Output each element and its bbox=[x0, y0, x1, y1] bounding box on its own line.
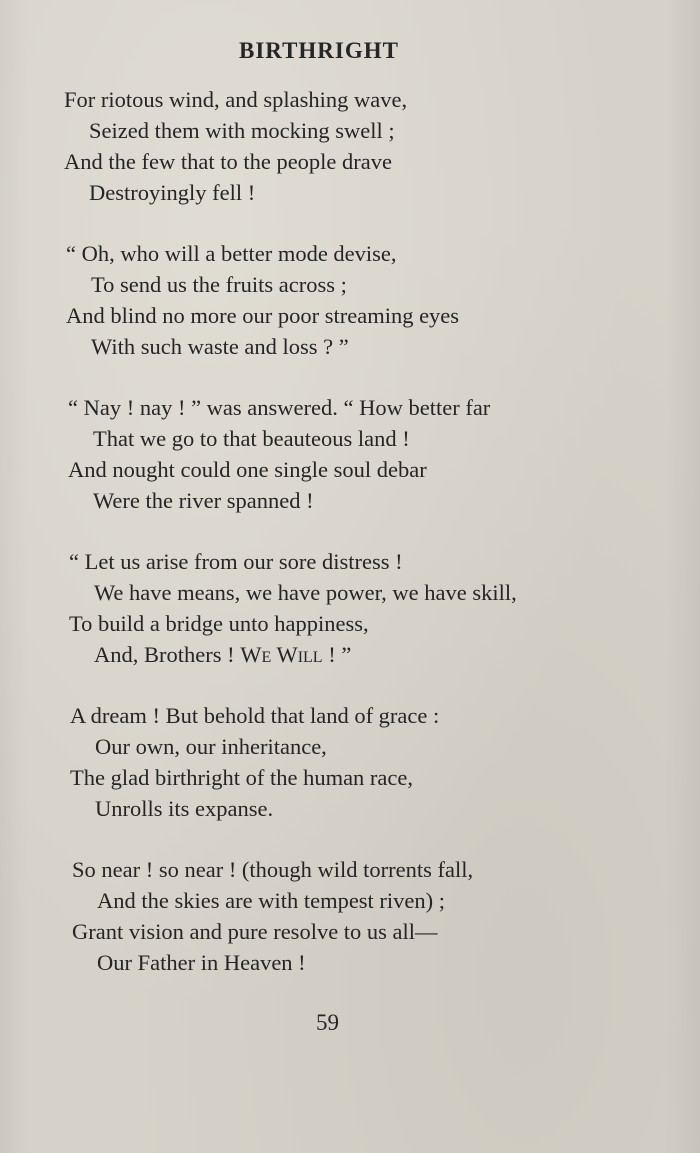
stanza-4 bbox=[64, 546, 624, 670]
poem-line: That we go to that beauteous land ! bbox=[93, 426, 410, 451]
poem-line: A dream ! But behold that land of grace : bbox=[70, 703, 440, 728]
poem-line: The glad birthright of the human race, bbox=[70, 765, 414, 790]
closing-punctuation: ! ” bbox=[322, 642, 352, 667]
poem-line: And nought could one single soul debar bbox=[68, 457, 427, 482]
stanza-2 bbox=[64, 238, 624, 362]
poem-line: And the few that to the people drave bbox=[64, 149, 393, 174]
poem-line: So near ! so near ! (though wild torrents fall, bbox=[72, 857, 474, 882]
stanza-1 bbox=[64, 84, 624, 208]
poem-line: Grant vision and pure resolve to us all— bbox=[72, 919, 438, 944]
poem-line-text: And, Brothers ! bbox=[94, 642, 235, 667]
poem-body bbox=[64, 84, 624, 1008]
poem-line: With such waste and loss ? ” bbox=[91, 334, 349, 359]
poem-line: To send us the fruits across ; bbox=[91, 272, 347, 297]
poem-line: Our own, our inheritance, bbox=[95, 734, 327, 759]
poem-line-with-emphasis bbox=[69, 639, 624, 670]
poem-line: “ Oh, who will a better mode devise, bbox=[66, 241, 397, 266]
poem-line: And blind no more our poor streaming eyes bbox=[66, 303, 460, 328]
poem-line: “ Let us arise from our sore distress ! bbox=[69, 549, 403, 574]
poem-line: Were the river spanned ! bbox=[93, 488, 314, 513]
poem-line: Unrolls its expanse. bbox=[95, 796, 274, 821]
poem-line: For riotous wind, and splashing wave, bbox=[64, 87, 408, 112]
poem-line: To build a bridge unto happiness, bbox=[69, 611, 369, 636]
poem-line: And the skies are with tempest riven) ; bbox=[97, 888, 446, 913]
running-title: BIRTHRIGHT bbox=[238, 38, 399, 63]
poem-line: “ Nay ! nay ! ” was answered. “ How better far bbox=[68, 395, 491, 420]
poem-line: Destroyingly fell ! bbox=[89, 180, 256, 205]
poem-line: We have means, we have power, we have skill, bbox=[94, 580, 517, 605]
small-caps-emphasis: We Will bbox=[240, 642, 323, 667]
page-number: 59 bbox=[316, 1010, 339, 1035]
stanza-3 bbox=[64, 392, 624, 516]
poem-line: Our Father in Heaven ! bbox=[97, 950, 306, 975]
poem-line: Seized them with mocking swell ; bbox=[89, 118, 395, 143]
stanza-5 bbox=[64, 700, 624, 824]
stanza-6 bbox=[64, 854, 624, 978]
